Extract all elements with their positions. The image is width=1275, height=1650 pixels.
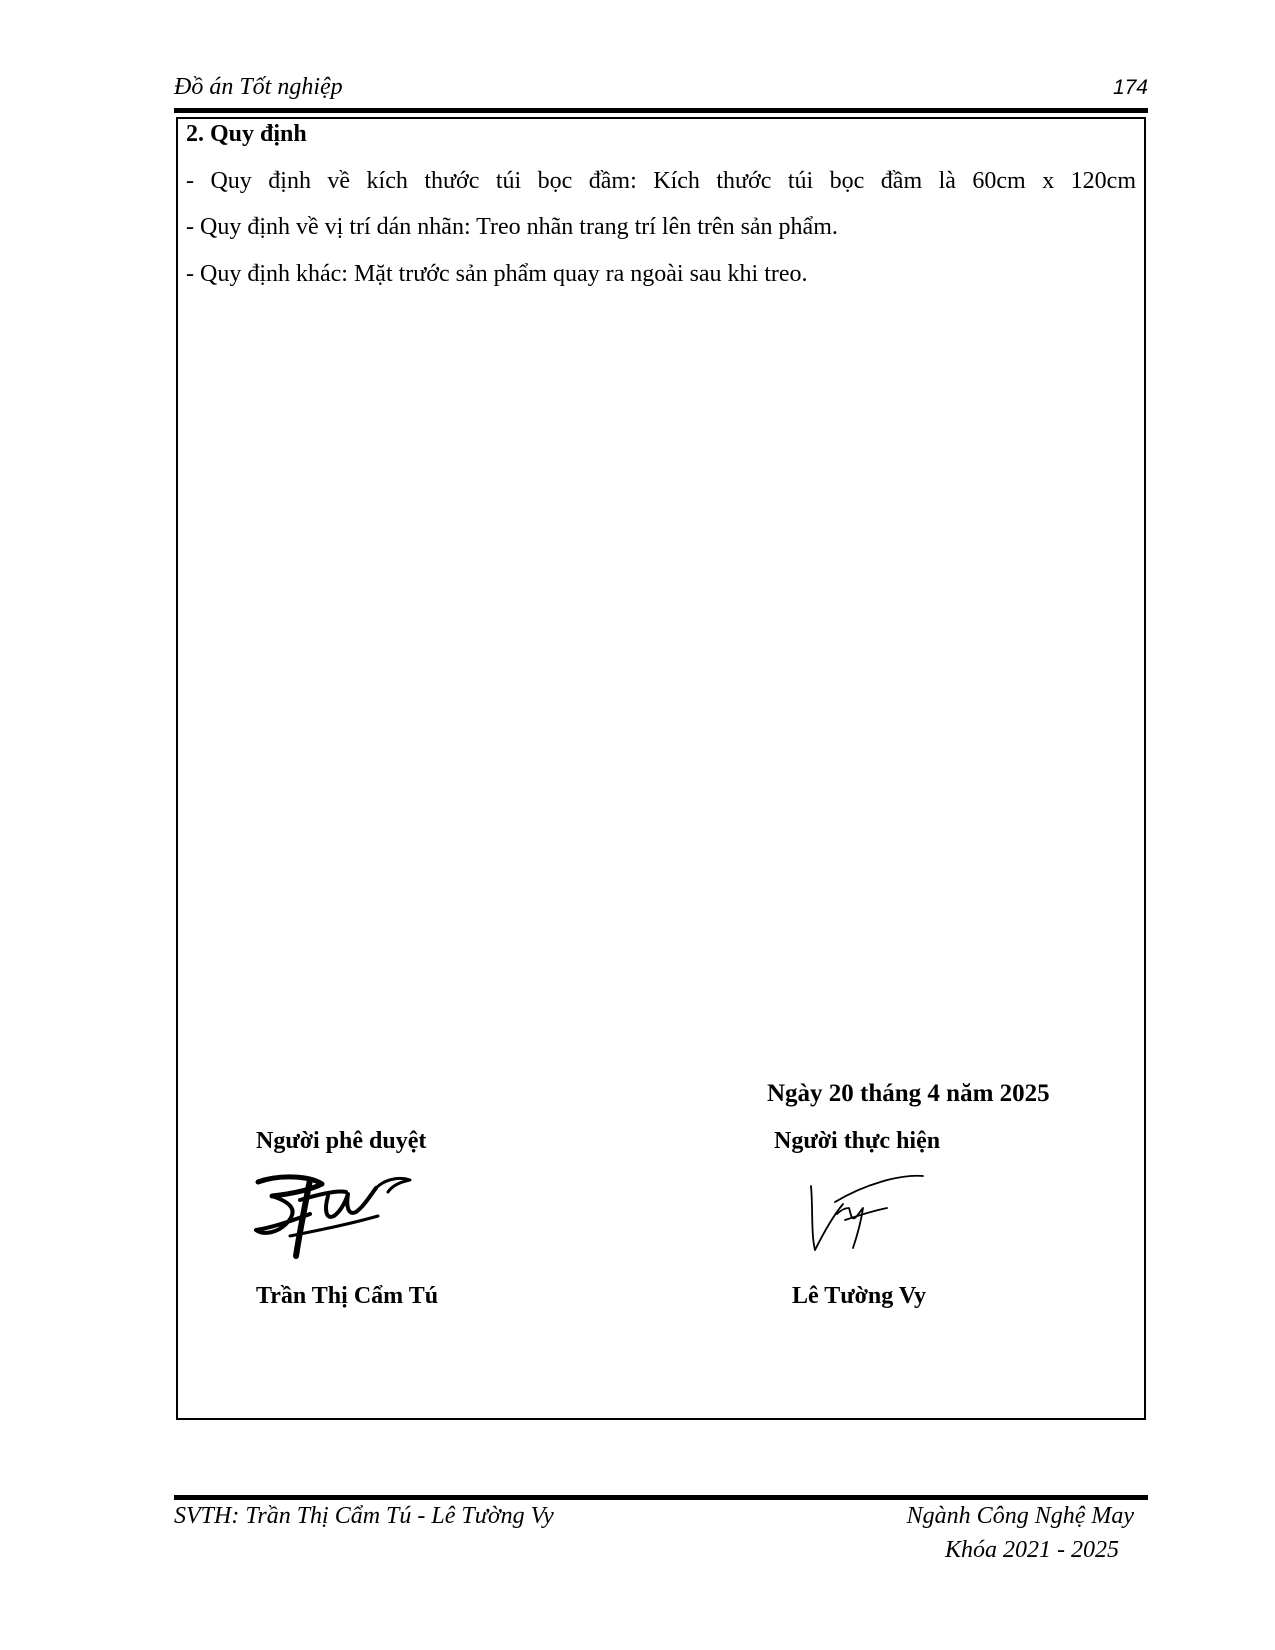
regulation-other-paragraph: - Quy định khác: Mặt trước sản phẩm quay ra ngoài sau khi treo. (186, 261, 808, 287)
approver-signature (250, 1170, 420, 1260)
footer-students: SVTH: Trần Thị Cẩm Tú - Lê Tường Vy (174, 1503, 554, 1529)
footer-divider (174, 1495, 1148, 1500)
regulation-size-paragraph: - Quy định về kích thước túi bọc đầm: Kích thước túi bọc đầm là 60cm x 120cm (186, 168, 1136, 194)
performer-name: Lê Tường Vy (792, 1283, 926, 1309)
footer-cohort: Khóa 2021 - 2025 (945, 1537, 1119, 1563)
page-number: 174 (1112, 76, 1148, 99)
signature-date: Ngày 20 tháng 4 năm 2025 (767, 1080, 1050, 1107)
regulation-label-paragraph: - Quy định về vị trí dán nhãn: Treo nhãn trang trí lên trên sản phẩm. (186, 214, 838, 240)
footer-major: Ngành Công Nghệ May (906, 1503, 1134, 1529)
performer-signature (805, 1168, 930, 1258)
approver-name: Trần Thị Cẩm Tú (256, 1283, 439, 1309)
document-title: Đồ án Tốt nghiệp (174, 74, 343, 100)
header-divider (174, 108, 1148, 113)
approver-role: Người phê duyệt (256, 1128, 427, 1154)
performer-role: Người thực hiện (774, 1128, 941, 1154)
section-heading: 2. Quy định (186, 121, 307, 147)
